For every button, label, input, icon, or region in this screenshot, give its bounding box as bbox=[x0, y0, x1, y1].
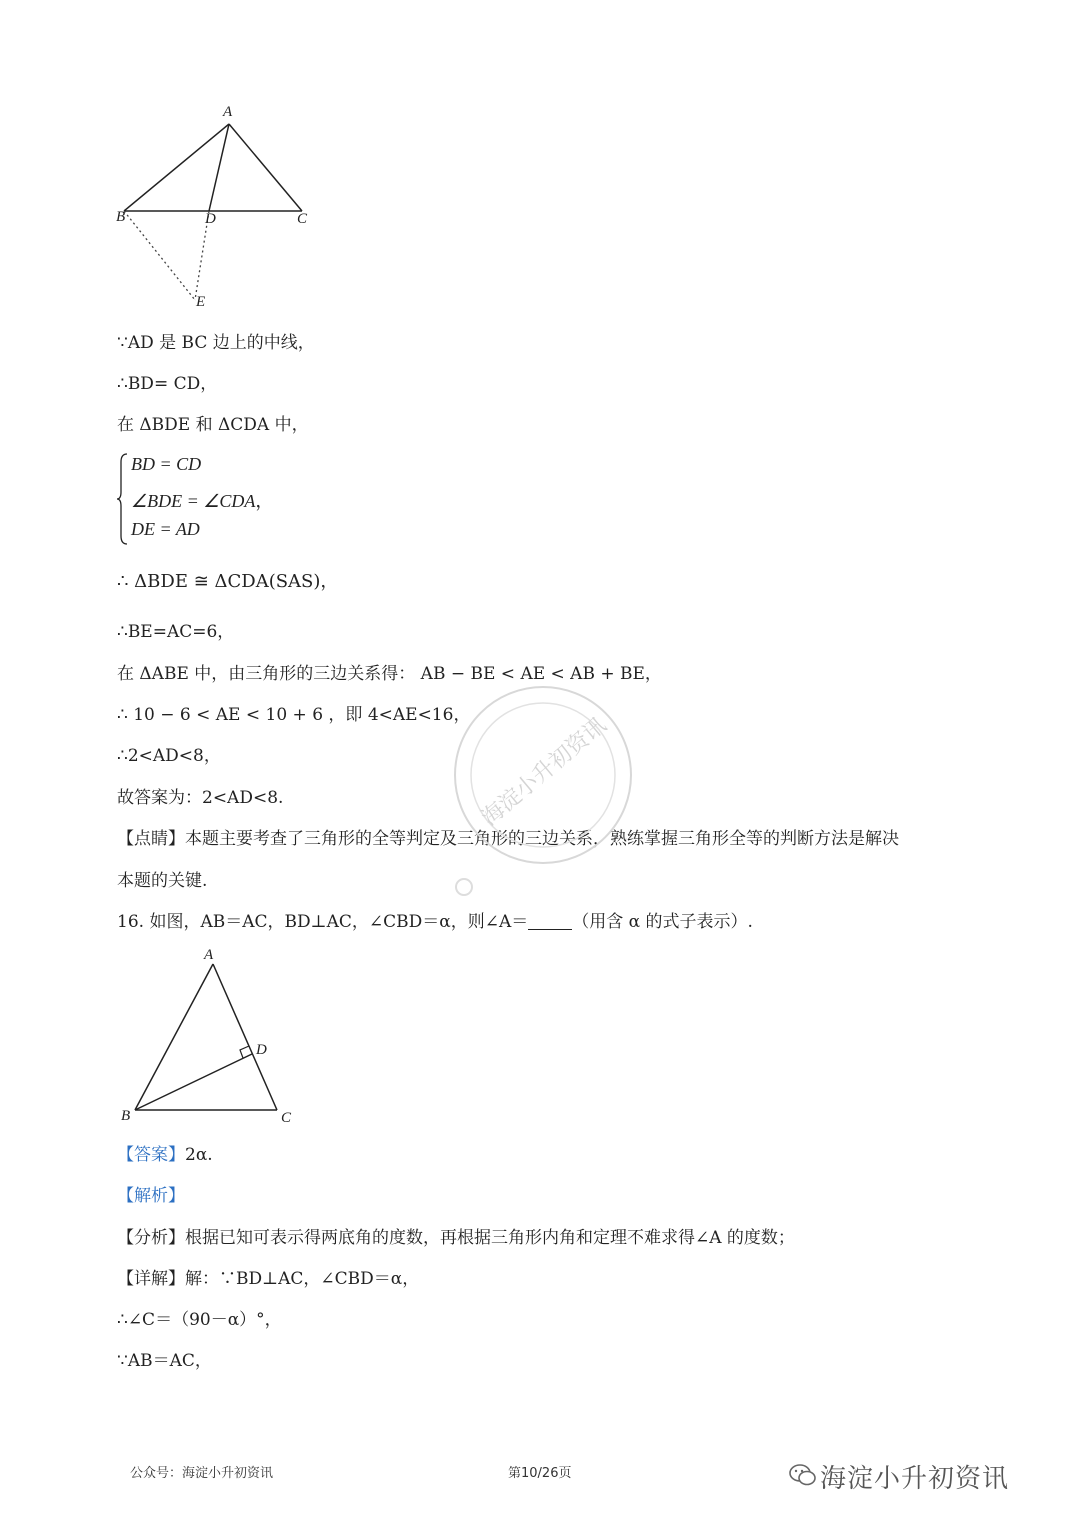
system-row-1: BD = CD bbox=[131, 454, 202, 474]
comment-line-2: 本题的关键. bbox=[117, 871, 208, 891]
proof-line-ae-range: ∴ 10 − 6 < AE < 10 + 6 ，即 4<AE<16， bbox=[117, 705, 471, 725]
footer-brand: 海淀小升初资讯 bbox=[820, 1464, 1010, 1494]
analysis-line: 【分析】根据已知可表示得两底角的度数，再根据三角形内角和定理不难求得∠A 的度数； bbox=[117, 1228, 795, 1248]
step-ab-ac: ∵AB＝AC， bbox=[117, 1351, 212, 1371]
answer-blank bbox=[528, 913, 572, 930]
wechat-icon bbox=[788, 1462, 818, 1492]
figure-triangle-abc-median bbox=[112, 104, 322, 313]
comment-line-1: 【点睛】本题主要考查了三角形的全等判定及三角形的三边关系，熟练掌握三角形全等的判断方法是解决 bbox=[117, 829, 899, 849]
footer-page-number: 第10/26页 bbox=[508, 1466, 572, 1481]
question-16 bbox=[117, 910, 753, 934]
fig2-label-c: C bbox=[281, 1110, 292, 1126]
detail-line: 【详解】解：∵BD⊥AC，∠CBD＝α， bbox=[117, 1269, 420, 1289]
proof-line-triangles: 在 ΔBDE 和 ΔCDA 中， bbox=[117, 415, 309, 435]
proof-line-ad-range: ∴2<AD<8， bbox=[117, 746, 221, 766]
system-row-2-tail: ， bbox=[255, 491, 274, 511]
fig1-label-e: E bbox=[196, 294, 206, 310]
figure-triangle-abc-altitude bbox=[115, 946, 305, 1131]
fig2-label-a: A bbox=[204, 947, 214, 963]
question-16-text: 16. 如图，AB＝AC，BD⊥AC，∠CBD＝α，则∠A＝ bbox=[117, 912, 529, 932]
small-circle-icon bbox=[453, 876, 475, 898]
watermark-stamp bbox=[448, 680, 638, 870]
analysis-tag: 【解析】 bbox=[117, 1186, 185, 1206]
equation-system bbox=[117, 452, 357, 548]
fig1-label-d: D bbox=[205, 211, 216, 227]
proof-line-median: ∵AD 是 BC 边上的中线， bbox=[117, 333, 315, 353]
answer-line: 故答案为：2<AD<8. bbox=[117, 788, 284, 808]
proof-line-triangle-inequality: 在 ΔABE 中，由三角形的三边关系得： AB − BE < AE < AB + BE， bbox=[117, 664, 662, 684]
fig2-label-d: D bbox=[256, 1042, 267, 1058]
proof-line-congruent: ∴ ΔBDE ≅ ΔCDA(SAS)， bbox=[117, 571, 339, 592]
left-brace-icon bbox=[117, 452, 129, 546]
answer-tag: 【答案】 bbox=[117, 1145, 185, 1165]
proof-line-be-ac: ∴BE=AC=6， bbox=[117, 622, 235, 642]
system-row-2 bbox=[131, 487, 273, 513]
fig1-label-b: B bbox=[116, 209, 126, 225]
figure2-svg bbox=[115, 946, 305, 1131]
fig2-label-b: B bbox=[121, 1108, 131, 1124]
answer-value: 2α. bbox=[185, 1145, 213, 1165]
fig1-label-a: A bbox=[223, 104, 233, 120]
answer-section bbox=[117, 1143, 213, 1167]
step-angle-c: ∴∠C＝（90－α）°， bbox=[117, 1310, 282, 1330]
figure1-svg bbox=[112, 108, 322, 313]
question-16-tail: （用含 α 的式子表示）. bbox=[572, 912, 753, 932]
proof-line-bd-cd: ∴BD= CD， bbox=[117, 374, 218, 394]
system-row-2-eq: ∠BDE = ∠CDA bbox=[131, 491, 256, 511]
footer-account: 公众号：海淀小升初资讯 bbox=[130, 1466, 274, 1481]
fig1-label-c: C bbox=[297, 211, 308, 227]
watermark-text: 海淀小升初资讯 bbox=[477, 712, 612, 832]
system-row-3: DE = AD bbox=[131, 519, 200, 539]
